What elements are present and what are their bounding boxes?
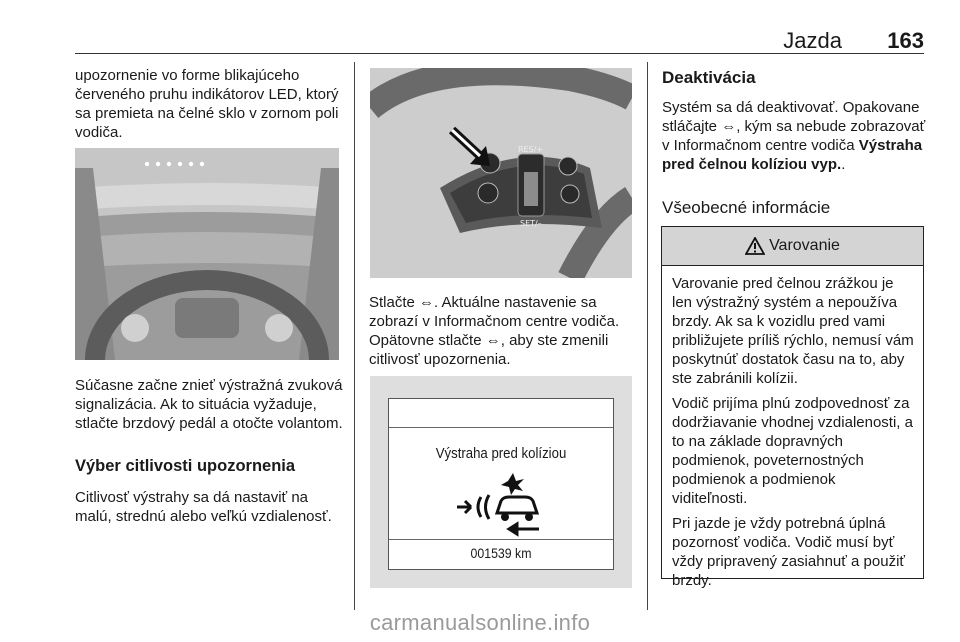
display-title: Výstraha pred kolíziou: [435, 445, 567, 462]
header-rule: [75, 53, 924, 54]
set-label: SET/–: [520, 219, 542, 228]
led-windshield-figure: [75, 148, 339, 360]
warning-p2: Vodič prijíma plnú zodpovednosť za dodržiavanie vhodnej vzdialenosti, a to na základe dopravných podmienok, poveternostných podmienok a podmienok viditeľnosti.: [672, 395, 913, 507]
warning-p3: Pri jazde je vždy potrebná úplná pozornosť vodiča. Vodič musí byť vždy pripravený zasiahnuť a použiť brzdy.: [672, 515, 906, 589]
warning-p1: Varovanie pred čelnou zrážkou je len výstražný systém a nepoužíva brzdy. Ak sa k vozidlu pred vami približujete príliš rýchlo, nemusí vám poskytnúť dostatok času na to, aby ste zabránili kolízii.: [672, 275, 914, 387]
driver-info-display-figure: [370, 376, 632, 588]
col1-p1: upozornenie vo forme blikajúceho červeného pruhu indikátorov LED, ktorý sa premieta na čelné sklo v zornom poli vodiča.: [75, 67, 339, 141]
warning-header: [662, 227, 923, 266]
deactivation-message: Výstraha pred čelnou kolíziou vyp.: [662, 137, 923, 173]
column-divider-1: [354, 62, 355, 610]
column-divider-2: [647, 62, 648, 610]
col3-p1: Systém sa dá deaktivovať. Opakovane stláčajte ⇔, kým sa nebude zobrazovať v Informačnom centre vodiča Výstraha pred čelnou kolíziou vyp..: [662, 99, 926, 173]
col1-p3: Citlivosť výstrahy sa dá nastaviť na malú, strednú alebo veľkú vzdialenosť.: [75, 489, 332, 525]
watermark: carmanualsonline.info: [369, 610, 591, 635]
warning-triangle-icon: [745, 237, 765, 255]
display-screen: [388, 398, 614, 570]
collision-warning-icon: [451, 469, 551, 539]
col1-p2: Súčasne začne znieť výstražná zvuková signalizácia. Ak to situácia vyžaduje, stlačte brzdový pedál a otočte volantom.: [75, 377, 343, 432]
display-odometer: 001539 km: [470, 545, 532, 561]
page-number: 163: [887, 28, 924, 53]
warning-title: Varovanie: [769, 237, 840, 254]
steering-wheel-figure: [370, 68, 632, 278]
section-title: Jazda: [783, 28, 842, 53]
res-label: RES/+: [518, 145, 544, 154]
general-info-heading: Všeobecné informácie: [662, 198, 831, 217]
col2-p1: Stlačte ⇔. Aktuálne nastavenie sa zobrazí v Informačnom centre vodiča. Opätovne stlačte ⇔, aby ste zmenili citlivosť upozornenia.: [369, 294, 620, 368]
deactivation-heading: Deaktivácia: [662, 68, 756, 87]
sensitivity-heading: Výber citlivosti upozornenia: [75, 457, 296, 475]
warning-box: [661, 226, 924, 589]
warning-body: [662, 266, 923, 590]
